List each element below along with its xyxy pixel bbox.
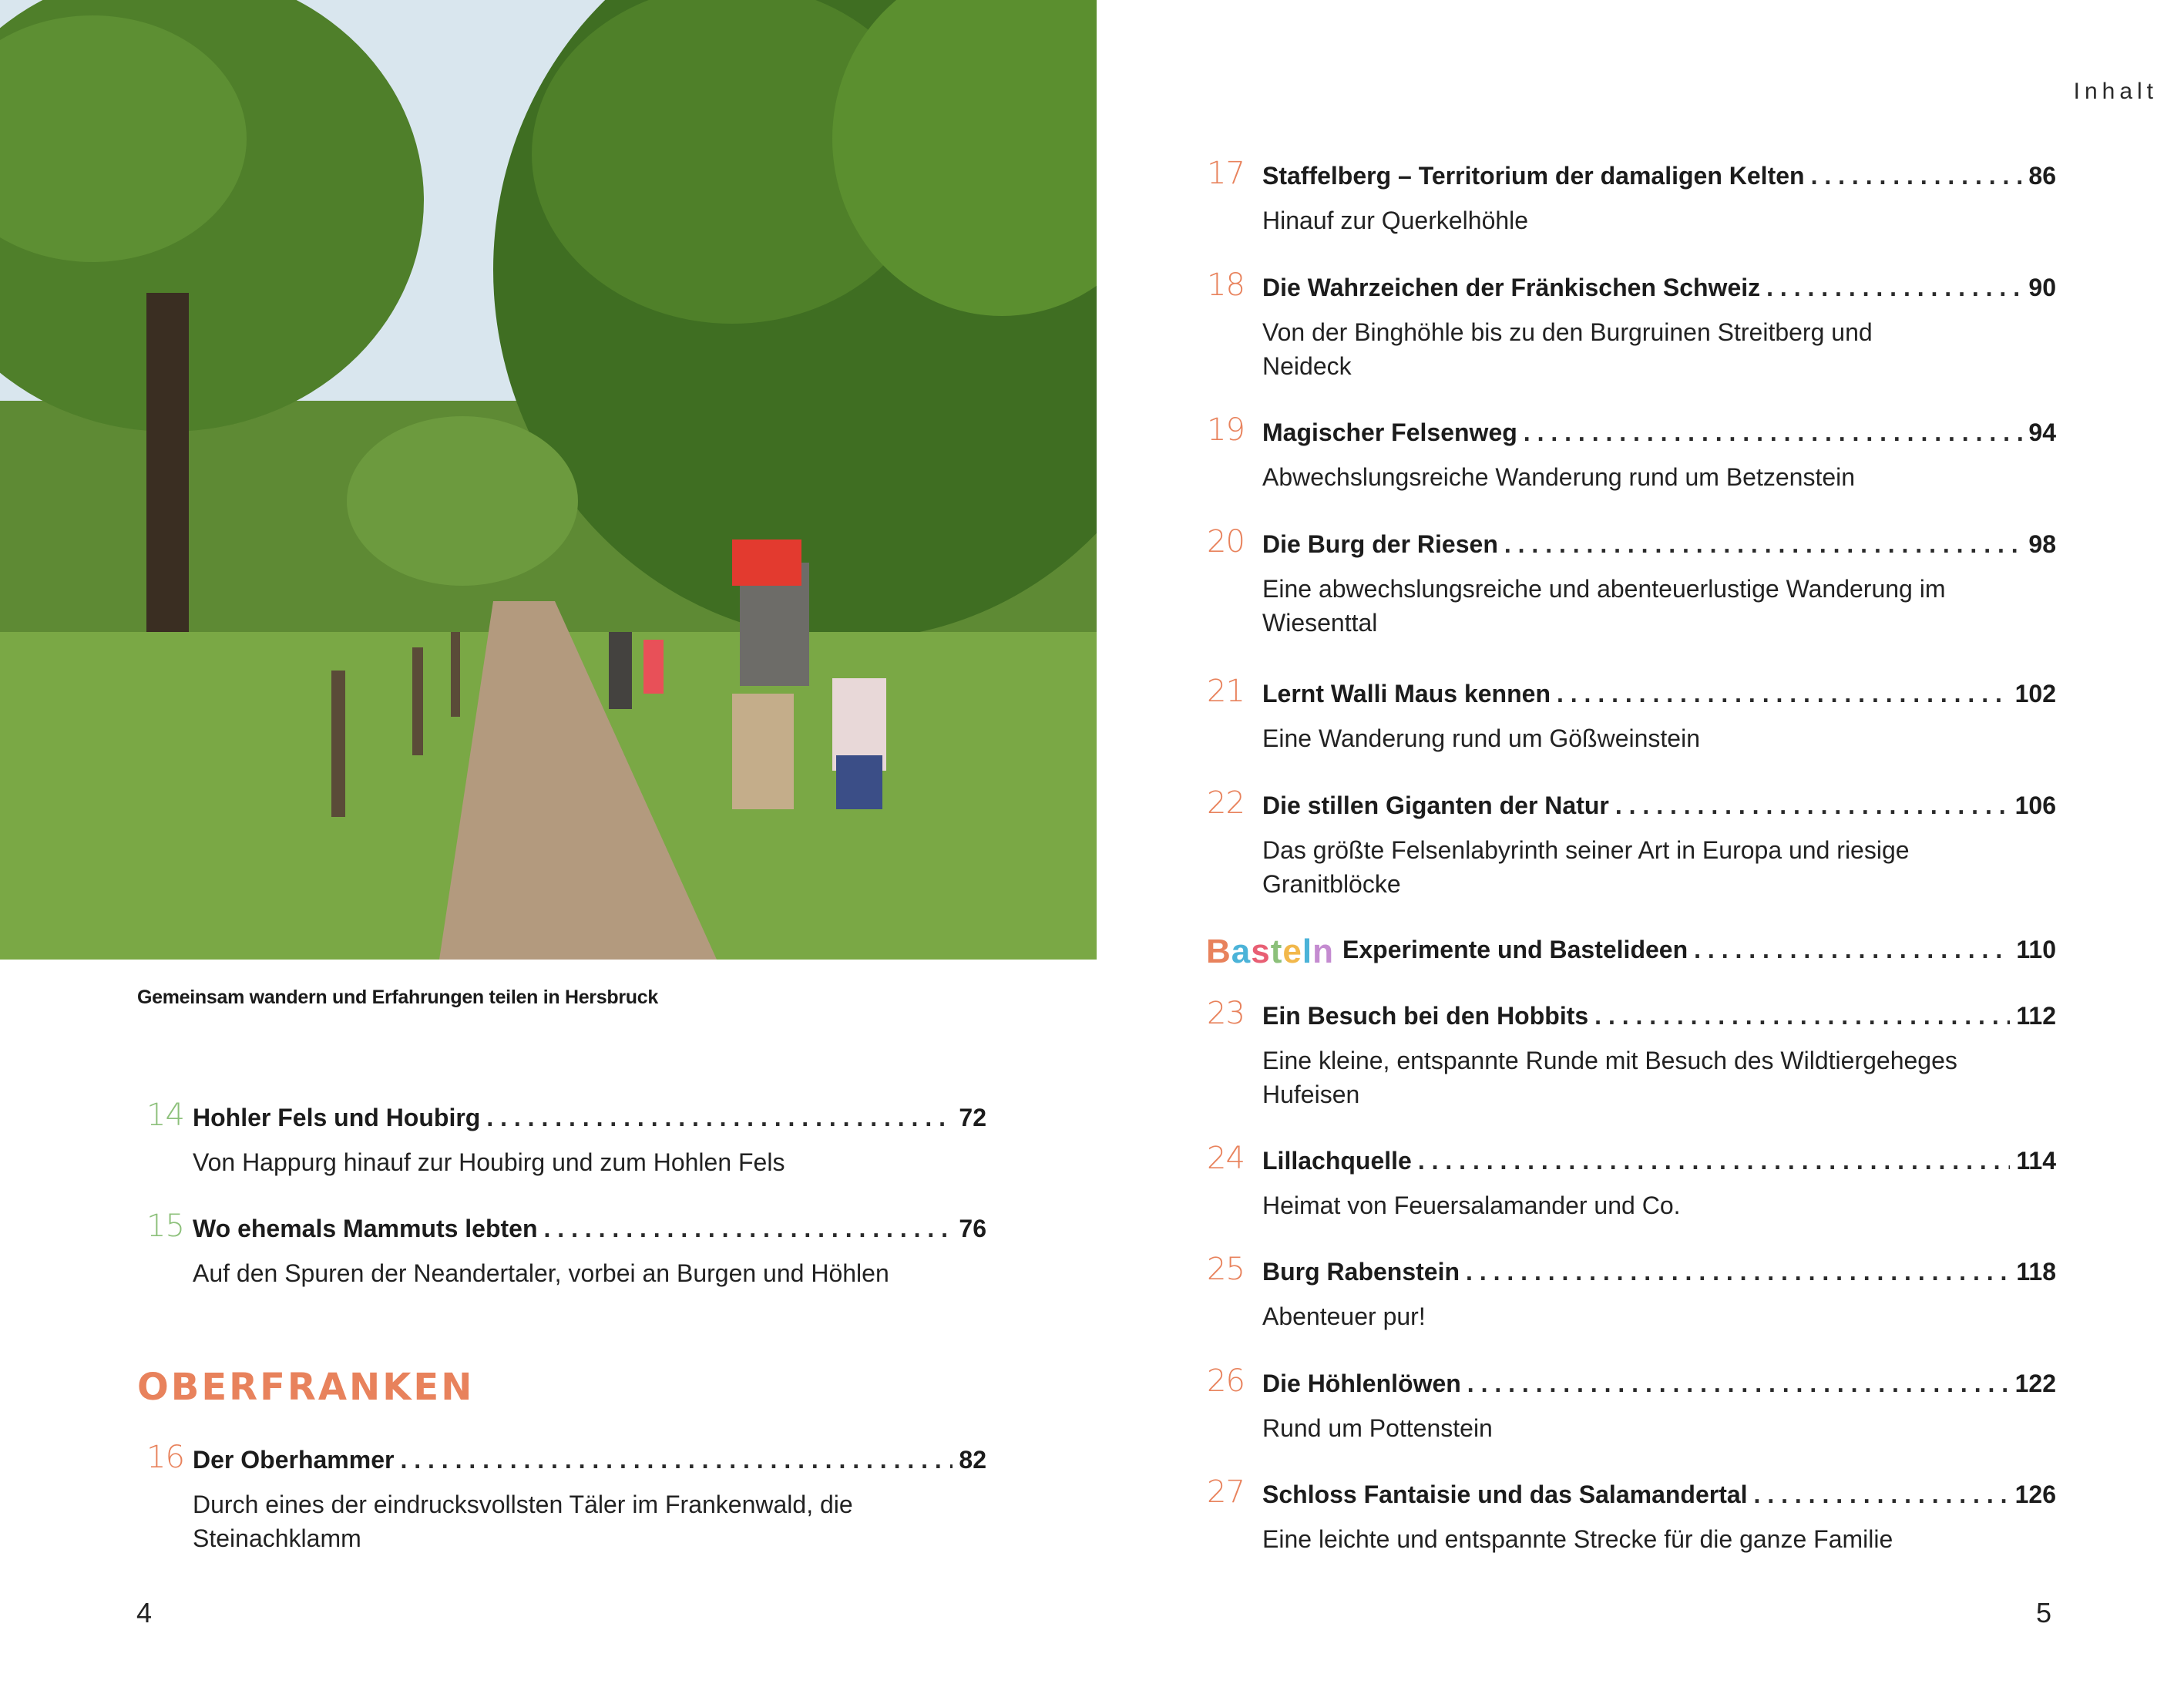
toc-entry-14[interactable]	[146, 1097, 986, 1179]
toc-entry-title: Staffelberg – Territorium der damaligen Kelten	[1262, 162, 1805, 190]
page-number-left: 4	[136, 1597, 153, 1629]
toc-entry-number: 22	[1207, 785, 1245, 821]
toc-dot-leader	[1467, 1370, 2009, 1398]
basteln-letter: s	[1251, 933, 1271, 970]
toc-entry-title: Wo ehemals Mammuts lebten	[193, 1215, 538, 1242]
toc-entry-22[interactable]	[1207, 785, 2056, 901]
toc-entry-title: Die Wahrzeichen der Fränkischen Schweiz	[1262, 274, 1761, 301]
running-head: Inhalt	[2073, 79, 2158, 104]
toc-entry-24[interactable]	[1207, 1141, 2056, 1222]
toc-entry-subtitle: Abenteuer pur!	[1262, 1302, 1426, 1330]
toc-entry-number: 27	[1207, 1474, 1245, 1510]
toc-entry-page: 86	[2028, 162, 2056, 190]
toc-entry-page: 98	[2028, 530, 2056, 558]
toc-dot-leader	[1557, 680, 2009, 708]
toc-dot-leader	[1615, 792, 2009, 820]
toc-entry-page: 76	[959, 1215, 986, 1242]
toc-dot-leader	[1811, 162, 2023, 190]
toc-entry-page: 102	[2014, 680, 2056, 708]
toc-entry-subtitle: Eine leichte und entspannte Strecke für die ganze Familie	[1262, 1525, 1893, 1553]
toc-entry-16[interactable]	[146, 1440, 986, 1555]
toc-entry-subtitle: Eine kleine, entspannte Runde mit Besuch des Wildtiergeheges Hufeisen	[1262, 1047, 1957, 1108]
toc-entry-number: 21	[1207, 674, 1245, 709]
toc-entry-page: 90	[2028, 274, 2056, 301]
toc-entry-20[interactable]	[1207, 524, 2056, 640]
toc-entry-18[interactable]	[1207, 267, 2056, 383]
toc-entry-page: 72	[959, 1104, 986, 1131]
photo-caption: Gemeinsam wandern und Erfahrungen teilen in Hersbruck	[137, 987, 658, 1008]
toc-entry-title: Hohler Fels und Houbirg	[193, 1104, 481, 1131]
basteln-colorful-label	[1206, 933, 1334, 971]
toc-entry-number: 24	[1207, 1141, 1245, 1176]
toc-entry-page: 118	[2016, 1258, 2056, 1286]
basteln-letter: B	[1206, 933, 1231, 970]
toc-dot-leader	[544, 1215, 953, 1243]
toc-entry-subtitle: Hinauf zur Querkelhöhle	[1262, 207, 1529, 234]
toc-dot-leader	[1754, 1481, 2009, 1509]
basteln-letter: e	[1282, 933, 1302, 970]
toc-dot-leader	[1766, 274, 2022, 302]
toc-entry-21[interactable]	[1207, 674, 2056, 755]
basteln-letter: l	[1302, 933, 1313, 970]
toc-entry-page: 94	[2028, 418, 2056, 446]
toc-entry-subtitle: Auf den Spuren der Neandertaler, vorbei an Burgen und Höhlen	[193, 1259, 889, 1287]
toc-entry-page: 126	[2014, 1481, 2056, 1508]
toc-entry-title: Burg Rabenstein	[1262, 1258, 1460, 1286]
toc-entry-subtitle: Das größte Felsenlabyrinth seiner Art in Europa und riesige Granitblöcke	[1262, 836, 1910, 898]
toc-dot-leader	[1694, 936, 2010, 964]
toc-entry-page: 106	[2014, 792, 2056, 819]
toc-dot-leader	[1504, 530, 2023, 559]
toc-dot-leader	[486, 1104, 953, 1132]
toc-entry-number: 15	[146, 1208, 184, 1244]
toc-entry-number: 19	[1207, 412, 1245, 448]
toc-entry-number: 18	[1207, 267, 1245, 303]
toc-entry-subtitle: Eine abwechslungsreiche und abenteuerlustige Wanderung im Wiesenttal	[1262, 575, 1946, 637]
toc-entry-title: Der Oberhammer	[193, 1446, 395, 1474]
toc-entry-subtitle: Rund um Pottenstein	[1262, 1414, 1493, 1442]
toc-entry-subtitle: Abwechslungsreiche Wanderung rund um Betzenstein	[1262, 463, 1856, 491]
toc-entry-title: Schloss Fantaisie und das Salamandertal	[1262, 1481, 1748, 1508]
toc-entry-title: Lernt Walli Maus kennen	[1262, 680, 1551, 708]
toc-entry-title: Magischer Felsenweg	[1262, 418, 1517, 446]
toc-entry-number: 14	[146, 1097, 184, 1133]
toc-entry-subtitle: Von der Binghöhle bis zu den Burgruinen Streitberg und Neideck	[1262, 318, 1873, 380]
toc-entry-26[interactable]	[1207, 1363, 2056, 1445]
toc-entry-number: 25	[1207, 1252, 1245, 1287]
toc-entry-17[interactable]	[1207, 156, 2056, 237]
toc-entry-subtitle: Heimat von Feuersalamander und Co.	[1262, 1192, 1681, 1219]
toc-entry-page: 114	[2016, 1147, 2056, 1175]
toc-dot-leader	[1524, 418, 2023, 447]
basteln-letter: a	[1231, 933, 1252, 970]
toc-entry-title: Die stillen Giganten der Natur	[1262, 792, 1609, 819]
toc-entry-page: 122	[2014, 1370, 2056, 1397]
toc-entry-title: Lillachquelle	[1262, 1147, 1412, 1175]
toc-entry-number: 23	[1207, 996, 1245, 1031]
toc-entry-title: Experimente und Bastelideen	[1342, 936, 1688, 963]
toc-entry-number: 17	[1207, 156, 1245, 191]
toc-entry-number: 16	[146, 1440, 184, 1475]
toc-dot-leader	[1466, 1258, 2010, 1286]
toc-entry-title: Die Höhlenlöwen	[1262, 1370, 1461, 1397]
toc-entry-25[interactable]	[1207, 1252, 2056, 1333]
toc-entry-subtitle: Von Happurg hinauf zur Houbirg und zum Hohlen Fels	[193, 1148, 785, 1176]
toc-entry-basteln-line	[1342, 936, 2056, 970]
page-number-right: 5	[2036, 1597, 2052, 1629]
basteln-letter: n	[1312, 933, 1335, 970]
toc-entry-19[interactable]	[1207, 412, 2056, 494]
toc-entry-number: 26	[1207, 1363, 1245, 1399]
forest-path-photo	[0, 0, 1097, 960]
toc-entry-27[interactable]	[1207, 1474, 2056, 1556]
toc-dot-leader	[1594, 1002, 2010, 1030]
toc-entry-page: 82	[959, 1446, 986, 1474]
toc-entry-title: Ein Besuch bei den Hobbits	[1262, 1002, 1589, 1030]
toc-entry-15[interactable]	[146, 1208, 986, 1290]
toc-dot-leader	[400, 1446, 953, 1474]
toc-entry-subtitle: Eine Wanderung rund um Gößweinstein	[1262, 724, 1700, 752]
section-heading-oberfranken: OBERFRANKEN	[137, 1366, 475, 1409]
toc-entry-number: 20	[1207, 524, 1245, 560]
toc-entry-subtitle: Durch eines der eindrucksvollsten Täler im Frankenwald, die Steinachklamm	[193, 1491, 853, 1552]
forest-path-photo-icon	[0, 0, 1097, 960]
toc-entry-23[interactable]	[1207, 996, 2056, 1111]
toc-entry-page: 112	[2016, 1002, 2056, 1030]
toc-entry-title: Die Burg der Riesen	[1262, 530, 1498, 558]
toc-dot-leader	[1418, 1147, 2011, 1175]
toc-entry-page: 110	[2016, 936, 2056, 963]
basteln-letter: t	[1270, 933, 1283, 970]
